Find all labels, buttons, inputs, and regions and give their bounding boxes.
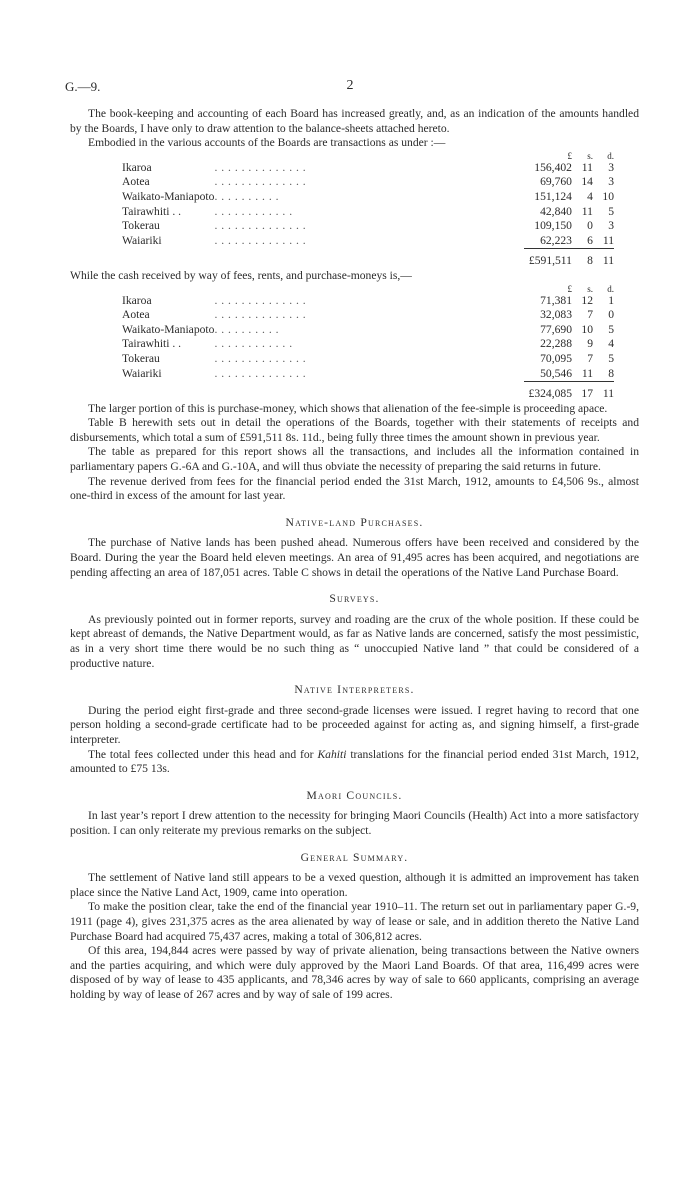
board-name: Ikaroa — [122, 160, 152, 174]
units-row — [122, 151, 614, 161]
total-shillings: 8 — [572, 249, 593, 269]
total-pounds: £591,511 — [524, 249, 572, 269]
table-row — [122, 219, 614, 234]
amount-shillings: 11 — [581, 160, 593, 174]
page-number: 2 — [346, 78, 354, 93]
summary-paragraph-2: To make the position clear, take the end of the financial year 1910–11. The return set out in parliamentary paper G.-9, 1911 (page 4), gives 231,375 acres as the area alienated by way of lease or sale, and in addition thereto the Native Land Purchase Board had acquired 75,437 acres, making a total of 306,812 acres. — [70, 900, 639, 943]
board-name: Aotea — [122, 308, 150, 322]
summary-paragraph-3: Of this area, 194,844 acres were passed by way of private alienation, being transactions between the Native owners and the parties acquiring, and which were duly approved by the Maori Land Boards. Of that area, 116,499 acres were disposed of by way of lease to 435 applicants, and 78,346 acres by way of sale to 660 applicants, comprising an average holding by way of lease of 267 acres and by way of sale of 199 acres. — [70, 944, 639, 1001]
cash-received-table — [122, 284, 614, 402]
total-pence: 11 — [593, 249, 614, 269]
table-row — [122, 337, 614, 352]
amount-shillings: 7 — [587, 351, 594, 365]
board-name: Tairawhiti . . — [122, 204, 182, 218]
board-name: Tokerau — [122, 351, 160, 365]
cash-intro: While the cash received by way of fees, rents, and purchase-moneys is,— — [70, 268, 412, 282]
total-pounds: £324,085 — [524, 382, 572, 402]
total-row — [122, 382, 614, 402]
amount-shillings: 9 — [587, 337, 594, 351]
table-row — [122, 308, 614, 323]
kahiti-italic: Kahiti — [317, 747, 347, 761]
table-row — [122, 205, 614, 220]
amount-pounds: 156,402 — [534, 160, 572, 174]
amount-pence: 10 — [602, 189, 614, 203]
section-heading-interpreters: Native Interpreters. — [294, 683, 415, 697]
document-body — [70, 107, 639, 1002]
total-pence: 11 — [593, 382, 614, 402]
total-row — [122, 249, 614, 269]
unit-shillings: s. — [587, 283, 594, 294]
board-name: Waiariki — [122, 366, 162, 380]
councils-paragraph: In last year’s report I drew attention to the necessity for bringing Maori Councils (Health) Act into a more satisfactory position. I can only reiterate my previous remarks on the subject. — [70, 809, 639, 837]
table-row — [122, 367, 614, 382]
amount-pence: 5 — [608, 322, 614, 336]
section-heading-purchases: Native-land Purchases. — [285, 515, 424, 529]
amount-pounds: 42,840 — [540, 204, 572, 218]
paper-reference: G.—9. — [65, 79, 101, 94]
leader-dots: . . . . . . . . . . . . — [214, 204, 293, 218]
amount-shillings: 0 — [587, 219, 593, 233]
leader-dots: . . . . . . . . . . . . . . — [214, 308, 307, 322]
amount-shillings: 14 — [581, 175, 593, 189]
amount-pounds: 50,546 — [540, 366, 573, 380]
section-heading-councils: Maori Councils. — [306, 788, 403, 802]
fees-text-end: translations for the financial period ended 31st March, 1912, amounted to £75 13s. — [70, 747, 639, 776]
fees-text-start: The total fees collected under this head and for — [88, 747, 318, 761]
amount-pence: 1 — [608, 293, 614, 307]
amount-pounds: 151,124 — [534, 189, 572, 203]
transactions-table — [122, 151, 614, 269]
amount-pence: 11 — [602, 233, 614, 247]
leader-dots: . . . . . . . . . . . . . . — [214, 175, 307, 189]
intro-paragraph-embodied: Embodied in the various accounts of the Boards are transactions as under :— — [88, 136, 446, 150]
interpreters-paragraph: During the period eight first-grade and three second-grade licenses were issued. I regret having to record that one person holding a second-grade certificate had to be proceeded against for acting as, and signing himself, a first-grade interpreter. — [70, 703, 639, 746]
amount-shillings: 12 — [581, 293, 594, 307]
board-name: Tairawhiti . . — [122, 337, 182, 351]
revenue-paragraph: The revenue derived from fees for the financial period ended the 31st March, 1912, amounts to £4,506 9s., almost one-third in excess of the amount for last year. — [70, 474, 639, 503]
unit-pence: d. — [607, 150, 614, 161]
amount-shillings: 11 — [581, 204, 593, 218]
table-row — [122, 352, 614, 367]
board-name: Waikato-Maniapoto — [122, 322, 215, 336]
amount-pence: 8 — [608, 366, 614, 380]
amount-pounds: 32,083 — [540, 308, 573, 322]
amount-pence: 4 — [608, 337, 614, 351]
unit-pence: d. — [607, 283, 614, 294]
amount-pounds: 71,381 — [540, 293, 573, 307]
section-heading-summary: General Summary. — [300, 850, 409, 864]
amount-pence: 5 — [608, 351, 614, 365]
amount-pence: 3 — [608, 175, 614, 189]
surveys-paragraph: As previously pointed out in former reports, survey and roading are the crux of the whole position. If these could be kept abreast of demands, the Native Department would, as far as Native lands are concerned, satisfy the most pessimistic, as in a very short time there would be no such thing as “ unoccupied Native land ” that could be considered of a productive nature. — [70, 612, 639, 670]
section-heading-surveys: Surveys. — [329, 592, 380, 606]
amount-pounds: 77,690 — [540, 322, 573, 336]
units-row — [122, 284, 614, 294]
board-name: Tokerau — [122, 219, 160, 233]
amount-pounds: 70,095 — [540, 351, 573, 365]
leader-dots: . . . . . . . . . . . . . . — [214, 233, 307, 247]
amount-shillings: 6 — [587, 233, 593, 247]
table-row — [122, 161, 614, 176]
amount-shillings: 10 — [581, 322, 594, 336]
amount-pence: 0 — [608, 308, 614, 322]
board-name: Ikaroa — [122, 293, 152, 307]
table-row — [122, 234, 614, 249]
table-row — [122, 294, 614, 309]
unit-pounds: £ — [567, 150, 572, 161]
intro-paragraph: The book-keeping and accounting of each Board has increased greatly, and, as an indication of the amounts handled by the Boards, I have only to draw attention to the balance-sheets attached hereto. — [70, 107, 639, 135]
table-row — [122, 175, 614, 190]
total-shillings: 17 — [572, 382, 593, 402]
unit-pounds: £ — [567, 283, 573, 294]
amount-pence: 5 — [608, 204, 614, 218]
board-name: Waiariki — [122, 233, 162, 247]
leader-dots: . . . . . . . . . . . . — [214, 337, 293, 351]
summary-paragraph-1: The settlement of Native land still appears to be a vexed question, although it is admitted an improvement has taken place since the Native Land Act, 1909, came into operation. — [70, 871, 639, 899]
leader-dots: . . . . . . . . . . . . . . — [214, 160, 307, 174]
table-row — [122, 190, 614, 205]
amount-pounds: 69,760 — [540, 175, 572, 189]
leader-dots: . . . . . . . . . . . . . . — [214, 219, 307, 233]
amount-shillings: 4 — [587, 189, 593, 203]
amount-pounds: 22,288 — [540, 337, 573, 351]
amount-pounds: 62,223 — [540, 233, 572, 247]
leader-dots: . . . . . . . . . . . . . . — [214, 351, 307, 365]
amount-pence: 3 — [608, 219, 614, 233]
leader-dots: . . . . . . . . . . . . . . — [214, 366, 307, 380]
board-name: Waikato-Maniapoto — [122, 189, 215, 203]
amount-shillings: 11 — [581, 366, 594, 380]
purchases-paragraph: The purchase of Native lands has been pushed ahead. Numerous offers have been received and considered by the Board. During the year the Board held eleven meetings. An area of 91,495 acres has been acquired, and negotiations are pending affecting an area of 187,051 acres. Table C shows in detail the operations of the Native Land Purchase Board. — [70, 536, 639, 579]
board-name: Aotea — [122, 175, 150, 189]
table-prepared-paragraph: The table as prepared for this report shows all the transactions, and includes all the information contained in parliamentary papers G.-6A and G.-10A, and will thus obviate the necessity of preparing the said returns in future. — [70, 445, 639, 474]
amount-pence: 3 — [608, 160, 614, 174]
amount-shillings: 7 — [587, 308, 594, 322]
amount-pounds: 109,150 — [534, 219, 572, 233]
unit-shillings: s. — [587, 150, 593, 161]
interpreters-fees-paragraph — [70, 748, 639, 777]
leader-dots: . . . . . . . . . . — [214, 189, 280, 203]
leader-dots: . . . . . . . . . . — [214, 322, 280, 336]
table-row — [122, 323, 614, 338]
purchase-money-paragraph: The larger portion of this is purchase-money, which shows that alienation of the fee-simple is proceeding apace. — [88, 401, 608, 415]
leader-dots: . . . . . . . . . . . . . . — [214, 293, 307, 307]
table-b-paragraph: Table B herewith sets out in detail the operations of the Boards, together with their statements of receipts and disbursements, which total a sum of £591,511 8s. 11d., being fully three times the amount shown in previous year. — [70, 416, 639, 444]
